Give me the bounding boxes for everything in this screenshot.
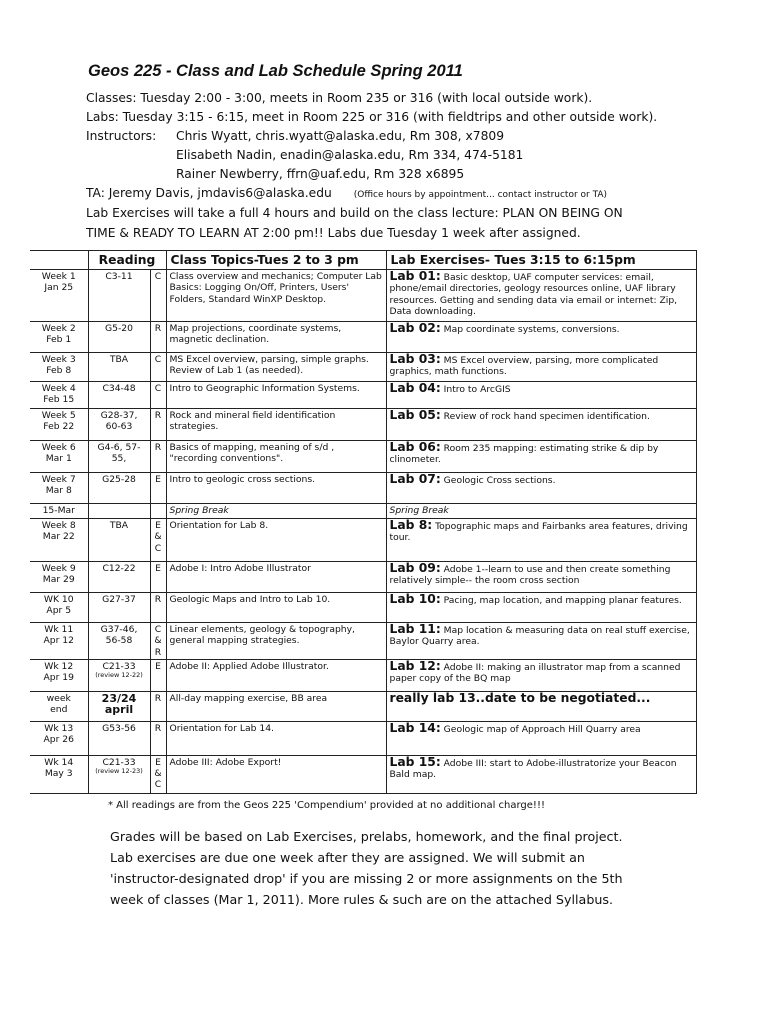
reading-cell <box>88 504 150 519</box>
reading-cell <box>88 473 150 504</box>
source-type-cell: R <box>150 691 166 721</box>
table-row <box>30 721 696 755</box>
reading-cell <box>88 382 150 409</box>
topic-cell: Geologic Maps and Intro to Lab 10. <box>166 593 386 623</box>
week-cell: Week 7 Mar 8 <box>30 473 88 504</box>
source-type-cell: C <box>150 382 166 409</box>
lab-description: Geologic Cross sections. <box>443 475 556 486</box>
table-row <box>30 755 696 793</box>
table-row <box>30 504 696 519</box>
lab-title: Lab 02: <box>389 321 441 335</box>
topic-cell: Class overview and mechanics; Computer Lab Basics: Logging On/Off, Printers, Users' Folders, Standard WinXP Desktop. <box>166 270 386 322</box>
lab-title: Lab 04: <box>389 381 441 395</box>
table-row <box>30 409 696 441</box>
ta-note: (Office hours by appointment... contact instructor or TA) <box>353 190 608 200</box>
lab-title: Lab 10: <box>389 592 441 606</box>
source-type-cell: R <box>150 409 166 441</box>
class-topics-header: Class Topics-Tues 2 to 3 pm <box>166 251 386 270</box>
lab-title: Lab 07: <box>389 472 441 486</box>
source-type-cell: E <box>150 659 166 691</box>
source-type-cell: R <box>150 593 166 623</box>
week-cell: Week 9 Mar 29 <box>30 562 88 593</box>
instructors-label: Instructors: <box>86 129 157 143</box>
week-cell: Week 8 Mar 22 <box>30 519 88 562</box>
topic-cell: Map projections, coordinate systems, magnetic declination. <box>166 322 386 353</box>
lab-cell <box>386 441 696 473</box>
source-type-cell: C <box>150 270 166 322</box>
reading-cell <box>88 562 150 593</box>
lab-title: Lab 15: <box>389 754 441 769</box>
reading-pages: G53-56 <box>102 722 136 734</box>
notice-line-2: TIME & READY TO LEARN AT 2:00 pm!! Labs due Tuesday 1 week after assigned. <box>86 226 581 240</box>
topic-cell: MS Excel overview, parsing, simple graphs. Review of Lab 1 (as needed). <box>166 353 386 382</box>
lab-cell <box>386 353 696 382</box>
source-type-cell: R <box>150 441 166 473</box>
reading-cell <box>88 322 150 353</box>
lab-cell <box>386 504 696 519</box>
lab-title: Lab 12: <box>389 658 441 673</box>
lab-cell <box>386 721 696 755</box>
notice-line-1: Lab Exercises will take a full 4 hours and build on the class lecture: PLAN ON BEING ON <box>86 206 623 220</box>
reading-pages: G37-46, 56-58 <box>100 624 138 647</box>
source-type-cell: E & C <box>150 755 166 793</box>
reading-cell <box>88 755 150 793</box>
reading-cell <box>88 593 150 623</box>
lab-exercises-header: Lab Exercises- Tues 3:15 to 6:15pm <box>386 251 696 270</box>
topic-cell: Spring Break <box>166 504 386 519</box>
lab-cell <box>386 562 696 593</box>
source-type-cell <box>150 504 166 519</box>
lab-description: Pacing, map location, and mapping planar features. <box>443 595 682 606</box>
instructor-3: Rainer Newberry, ffrn@uaf.edu, Rm 328 x6895 <box>176 167 465 181</box>
lab-cell <box>386 473 696 504</box>
reading-cell <box>88 270 150 322</box>
table-row <box>30 659 696 691</box>
reading-cell <box>88 353 150 382</box>
table-row <box>30 270 696 322</box>
week-cell: Week 4 Feb 15 <box>30 382 88 409</box>
lab-title: really lab 13..date to be negotiated... <box>389 690 651 705</box>
topic-cell: All-day mapping exercise, BB area <box>166 691 386 721</box>
topic-cell: Rock and mineral field identification strategies. <box>166 409 386 441</box>
week-cell: Week 6 Mar 1 <box>30 441 88 473</box>
table-row <box>30 691 696 721</box>
lab-description: Review of rock hand specimen identification. <box>443 411 650 422</box>
reading-cell <box>88 519 150 562</box>
footnote: * All readings are from the Geos 225 'Compendium' provided at no additional charge!!! <box>108 800 545 811</box>
lab-title: Lab 03: <box>389 352 441 366</box>
table-row <box>30 322 696 353</box>
reading-note: (review 12-23) <box>95 767 143 776</box>
table-row <box>30 441 696 473</box>
table-row <box>30 519 696 562</box>
reading-pages: G4-6, 57- 55, <box>97 442 141 465</box>
lab-description: Room 235 mapping: estimating strike & dip by clinometer. <box>389 443 659 466</box>
reading-pages: G27-37 <box>102 594 136 605</box>
table-row <box>30 562 696 593</box>
reading-pages: C3-11 <box>105 271 133 282</box>
table-row <box>30 593 696 623</box>
lab-title: Lab 8: <box>389 518 433 532</box>
week-cell: Week 5 Feb 22 <box>30 409 88 441</box>
reading-cell <box>88 409 150 441</box>
reading-pages: 23/24 april <box>101 691 137 717</box>
topic-cell: Adobe I: Intro Adobe Illustrator <box>166 562 386 593</box>
lab-description: Geologic map of Approach Hill Quarry area <box>443 723 641 735</box>
table-row <box>30 382 696 409</box>
week-header <box>30 251 88 270</box>
lab-cell <box>386 270 696 322</box>
reading-pages: G5-20 <box>105 323 133 334</box>
week-cell: WK 10 Apr 5 <box>30 593 88 623</box>
reading-cell <box>88 691 150 721</box>
page-title: Geos 225 - Class and Lab Schedule Spring 2011 <box>88 62 463 80</box>
topic-cell: Intro to geologic cross sections. <box>166 473 386 504</box>
topic-cell: Orientation for Lab 14. <box>166 721 386 755</box>
schedule-table <box>30 250 697 794</box>
lab-description: Map coordinate systems, conversions. <box>443 324 620 335</box>
table-row <box>30 473 696 504</box>
reading-cell <box>88 623 150 660</box>
topic-cell: Adobe III: Adobe Export! <box>166 755 386 793</box>
reading-note: (review 12-22) <box>95 671 143 680</box>
lab-title: Lab 06: <box>389 440 441 454</box>
reading-pages: TBA <box>109 520 129 531</box>
lab-title: Lab 01: <box>389 269 441 283</box>
reading-cell <box>88 659 150 691</box>
lab-title: Lab 11: <box>389 622 441 636</box>
lab-title: Lab 14: <box>389 720 441 735</box>
topic-cell: Intro to Geographic Information Systems. <box>166 382 386 409</box>
source-type-cell: E <box>150 473 166 504</box>
reading-pages: C21-33 <box>102 660 136 672</box>
week-cell: Wk 13 Apr 26 <box>30 721 88 755</box>
reading-pages: G25-28 <box>102 474 136 485</box>
lab-cell <box>386 593 696 623</box>
source-type-cell: E <box>150 562 166 593</box>
grades-line-4: week of classes (Mar 1, 2011). More rules & such are on the attached Syllabus. <box>110 892 614 907</box>
lab-cell <box>386 382 696 409</box>
instructor-2: Elisabeth Nadin, enadin@alaska.edu, Rm 334, 474-5181 <box>176 148 524 162</box>
grades-line-1: Grades will be based on Lab Exercises, prelabs, homework, and the final project. <box>110 829 623 844</box>
lab-cell <box>386 519 696 562</box>
week-cell: Week 1 Jan 25 <box>30 270 88 322</box>
lab-description: MS Excel overview, parsing, more complicated graphics, math functions. <box>389 355 659 378</box>
reading-pages: C21-33 <box>102 756 136 768</box>
reading-pages: TBA <box>109 354 129 365</box>
grades-line-2: Lab exercises are due one week after they are assigned. We will submit an <box>110 850 585 865</box>
source-type-cell: R <box>150 721 166 755</box>
week-cell: Wk 12 Apr 19 <box>30 659 88 691</box>
reading-pages: C34-48 <box>102 383 136 394</box>
lab-description: Map location & measuring data on real stuff exercise, Baylor Quarry area. <box>389 625 690 648</box>
lab-title: Lab 05: <box>389 408 441 422</box>
lab-cell <box>386 409 696 441</box>
lab-description: Adobe 1--learn to use and then create something relatively simple-- the room cross section <box>389 564 671 587</box>
table-row <box>30 353 696 382</box>
reading-cell <box>88 441 150 473</box>
lab-description: Spring Break <box>389 505 449 516</box>
lab-cell <box>386 623 696 660</box>
week-cell: Week 2 Feb 1 <box>30 322 88 353</box>
table-header-row <box>30 251 696 270</box>
week-cell: Week 3 Feb 8 <box>30 353 88 382</box>
week-cell: 15-Mar <box>30 504 88 519</box>
source-type-cell: C & R <box>150 623 166 660</box>
table-row <box>30 623 696 660</box>
lab-description: Topographic maps and Fairbanks area features, driving tour. <box>389 521 688 544</box>
week-cell: Wk 14 May 3 <box>30 755 88 793</box>
lab-cell <box>386 322 696 353</box>
classes-line: Classes: Tuesday 2:00 - 3:00, meets in Room 235 or 316 (with local outside work). <box>86 91 593 105</box>
topic-cell: Orientation for Lab 8. <box>166 519 386 562</box>
ta-info: TA: Jeremy Davis, jmdavis6@alaska.edu <box>86 186 332 200</box>
topic-cell: Basics of mapping, meaning of s/d , "recording conventions". <box>166 441 386 473</box>
labs-line: Labs: Tuesday 3:15 - 6:15, meet in Room 225 or 316 (with fieldtrips and other outside work). <box>86 110 658 124</box>
topic-cell: Adobe II: Applied Adobe Illustrator. <box>166 659 386 691</box>
reading-header: Reading <box>88 251 166 270</box>
lab-description: Adobe III: start to Adobe-illustratorize your Beacon Bald map. <box>389 757 677 781</box>
lab-title: Lab 09: <box>389 561 441 575</box>
reading-cell <box>88 721 150 755</box>
grades-paragraph <box>110 826 710 910</box>
week-cell: Wk 11 Apr 12 <box>30 623 88 660</box>
source-type-cell: E & C <box>150 519 166 562</box>
lab-description: Basic desktop, UAF computer services: email, phone/email directories, geology resources online, UAF library resources. Getting and sending data via email or internet: Zip, Data downloading. <box>389 272 678 317</box>
grades-line-3: 'instructor-designated drop' if you are missing 2 or more assignments on the 5th <box>110 871 623 886</box>
ta-line <box>86 186 607 200</box>
instructor-1: Chris Wyatt, chris.wyatt@alaska.edu, Rm 308, x7809 <box>176 129 505 143</box>
lab-cell <box>386 691 696 721</box>
topic-cell: Linear elements, geology & topography, general mapping strategies. <box>166 623 386 660</box>
reading-pages: C12-22 <box>102 563 136 574</box>
week-cell: week end <box>30 691 88 721</box>
lab-description: Intro to ArcGIS <box>443 384 511 395</box>
source-type-cell: R <box>150 322 166 353</box>
lab-cell <box>386 755 696 793</box>
reading-pages: G28-37, 60-63 <box>100 410 138 433</box>
lab-description: Adobe II: making an illustrator map from a scanned paper copy of the BQ map <box>389 661 681 685</box>
lab-cell <box>386 659 696 691</box>
source-type-cell: C <box>150 353 166 382</box>
